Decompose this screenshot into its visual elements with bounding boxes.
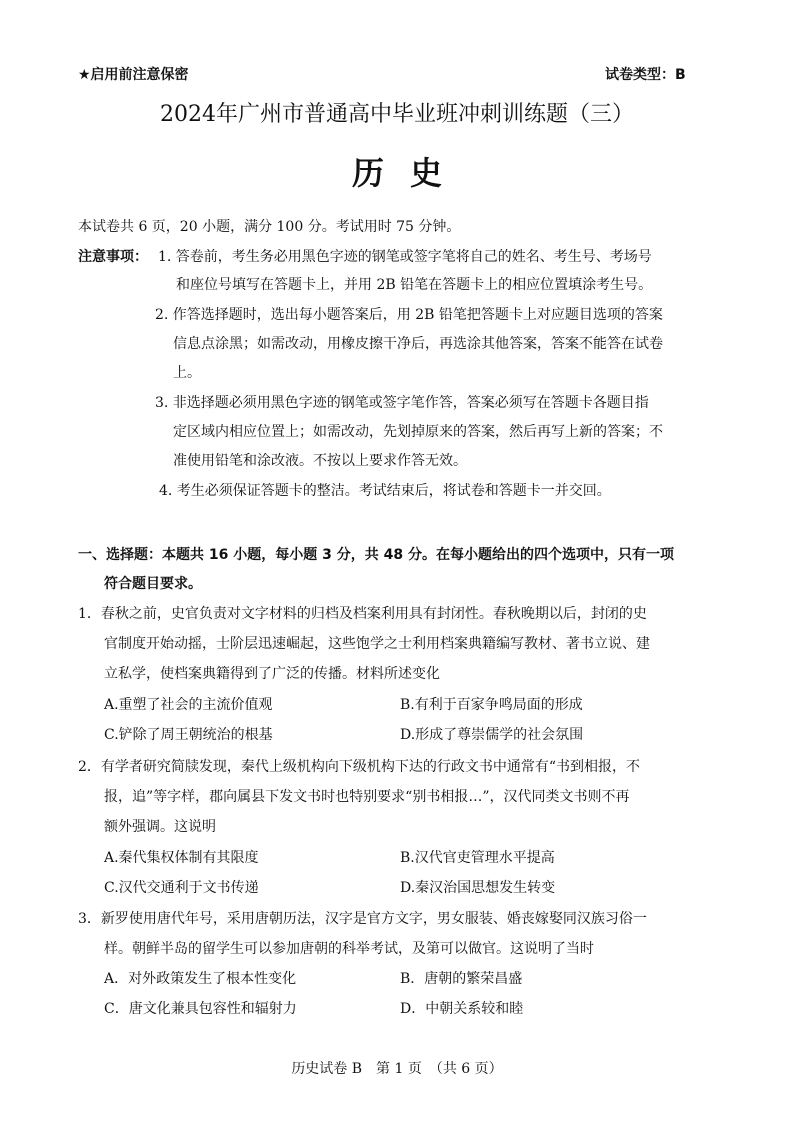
question-1-option-a: A.重塑了社会的主流价值观 bbox=[104, 697, 273, 713]
notice-label: 注意事项： bbox=[78, 249, 148, 265]
question-1-line: 立私学，使档案典籍得到了广泛的传播。材料所述变化 bbox=[104, 666, 440, 682]
question-3-option-a: A．对外政策发生了根本性变化 bbox=[104, 971, 297, 987]
question-1-option-b: B.有利于百家争鸣局面的形成 bbox=[400, 697, 583, 713]
section-heading: 一、选择题：本题共 16 小题，每小题 3 分，共 48 分。在每小题给出的四个选项中，只有一项 bbox=[78, 547, 674, 563]
paper-type-label: 试卷类型：B bbox=[605, 67, 686, 83]
section-heading-cont: 符合题目要求。 bbox=[104, 576, 202, 592]
notice-line: 定区域内相应位置上；如需改动，先划掉原来的答案，然后再写上新的答案；不 bbox=[173, 424, 663, 440]
question-2-option-d: D.秦汉治国思想发生转变 bbox=[400, 880, 556, 896]
question-2-line: 报，追”等字样，郡向属县下发文书时也特别要求“别书相报…”，汉代同类文书则不再 bbox=[104, 789, 630, 805]
question-1-option-d: D.形成了尊崇儒学的社会氛围 bbox=[400, 727, 584, 743]
notice-line: 4. 考生必须保证答题卡的整洁。考试结束后，将试卷和答题卡一并交回。 bbox=[159, 483, 611, 499]
question-3-line: 3．新罗使用唐代年号，采用唐朝历法，汉字是官方文字，男女服装、婚丧嫁娶同汉族习俗一 bbox=[78, 911, 647, 927]
page-footer: 历史试卷 B 第 1 页 （共 6 页） bbox=[291, 1061, 503, 1077]
notice-line: 信息点涂黑；如需改动，用橡皮擦干净后，再选涂其他答案，答案不能答在试卷 bbox=[173, 336, 663, 352]
question-1-line: 官制度开始动摇，士阶层迅速崛起，这些饱学之士利用档案典籍编写教材、著书立说、建 bbox=[104, 636, 650, 652]
question-3-option-c: C．唐文化兼具包容性和辐射力 bbox=[104, 1001, 297, 1017]
question-3-option-d: D．中朝关系较和睦 bbox=[400, 1001, 524, 1017]
question-2-option-a: A.秦代集权体制有其限度 bbox=[104, 850, 259, 866]
notice-line: 上。 bbox=[173, 365, 201, 381]
intro-text: 本试卷共 6 页，20 小题，满分 100 分。考试用时 75 分钟。 bbox=[78, 219, 461, 235]
confidential-label: ★启用前注意保密 bbox=[78, 67, 189, 83]
notice-line: 和座位号填写在答题卡上，并用 2B 铅笔在答题卡上的相应位置填涂考生号。 bbox=[176, 277, 653, 293]
question-1-line: 1．春秋之前，史官负责对文字材料的归档及档案利用具有封闭性。春秋晚期以后，封闭的史 bbox=[78, 606, 647, 622]
question-1-option-c: C.铲除了周王朝统治的根基 bbox=[104, 727, 273, 743]
question-3-option-b: B．唐朝的繁荣昌盛 bbox=[400, 971, 523, 987]
question-2-option-c: C.汉代交通利于文书传递 bbox=[104, 880, 259, 896]
question-2-line: 额外强调。这说明 bbox=[104, 819, 216, 835]
notice-line: 准使用铅笔和涂改液。不按以上要求作答无效。 bbox=[173, 453, 467, 469]
exam-title: 2024年广州市普通高中毕业班冲刺训练题（三） bbox=[160, 102, 634, 127]
notice-line: 3. 非选择题必须用黑色字迹的钢笔或签字笔作答，答案必须写在答题卡各题目指 bbox=[155, 395, 649, 411]
question-2-option-b: B.汉代官吏管理水平提高 bbox=[400, 850, 555, 866]
notice-line: 1. 答卷前，考生务必用黑色字迹的钢笔或签字笔将自己的姓名、考生号、考场号 bbox=[158, 249, 652, 265]
notice-line: 2. 作答选择题时，选出每小题答案后，用 2B 铅笔把答题卡上对应题目选项的答案 bbox=[155, 307, 663, 323]
question-3-line: 样。朝鲜半岛的留学生可以参加唐朝的科举考试，及第可以做官。这说明了当时 bbox=[104, 941, 594, 957]
subject-title: 历史 bbox=[351, 154, 468, 192]
question-2-line: 2．有学者研究简牍发现，秦代上级机构向下级机构下达的行政文书中通常有“书到相报，不 bbox=[78, 759, 641, 775]
